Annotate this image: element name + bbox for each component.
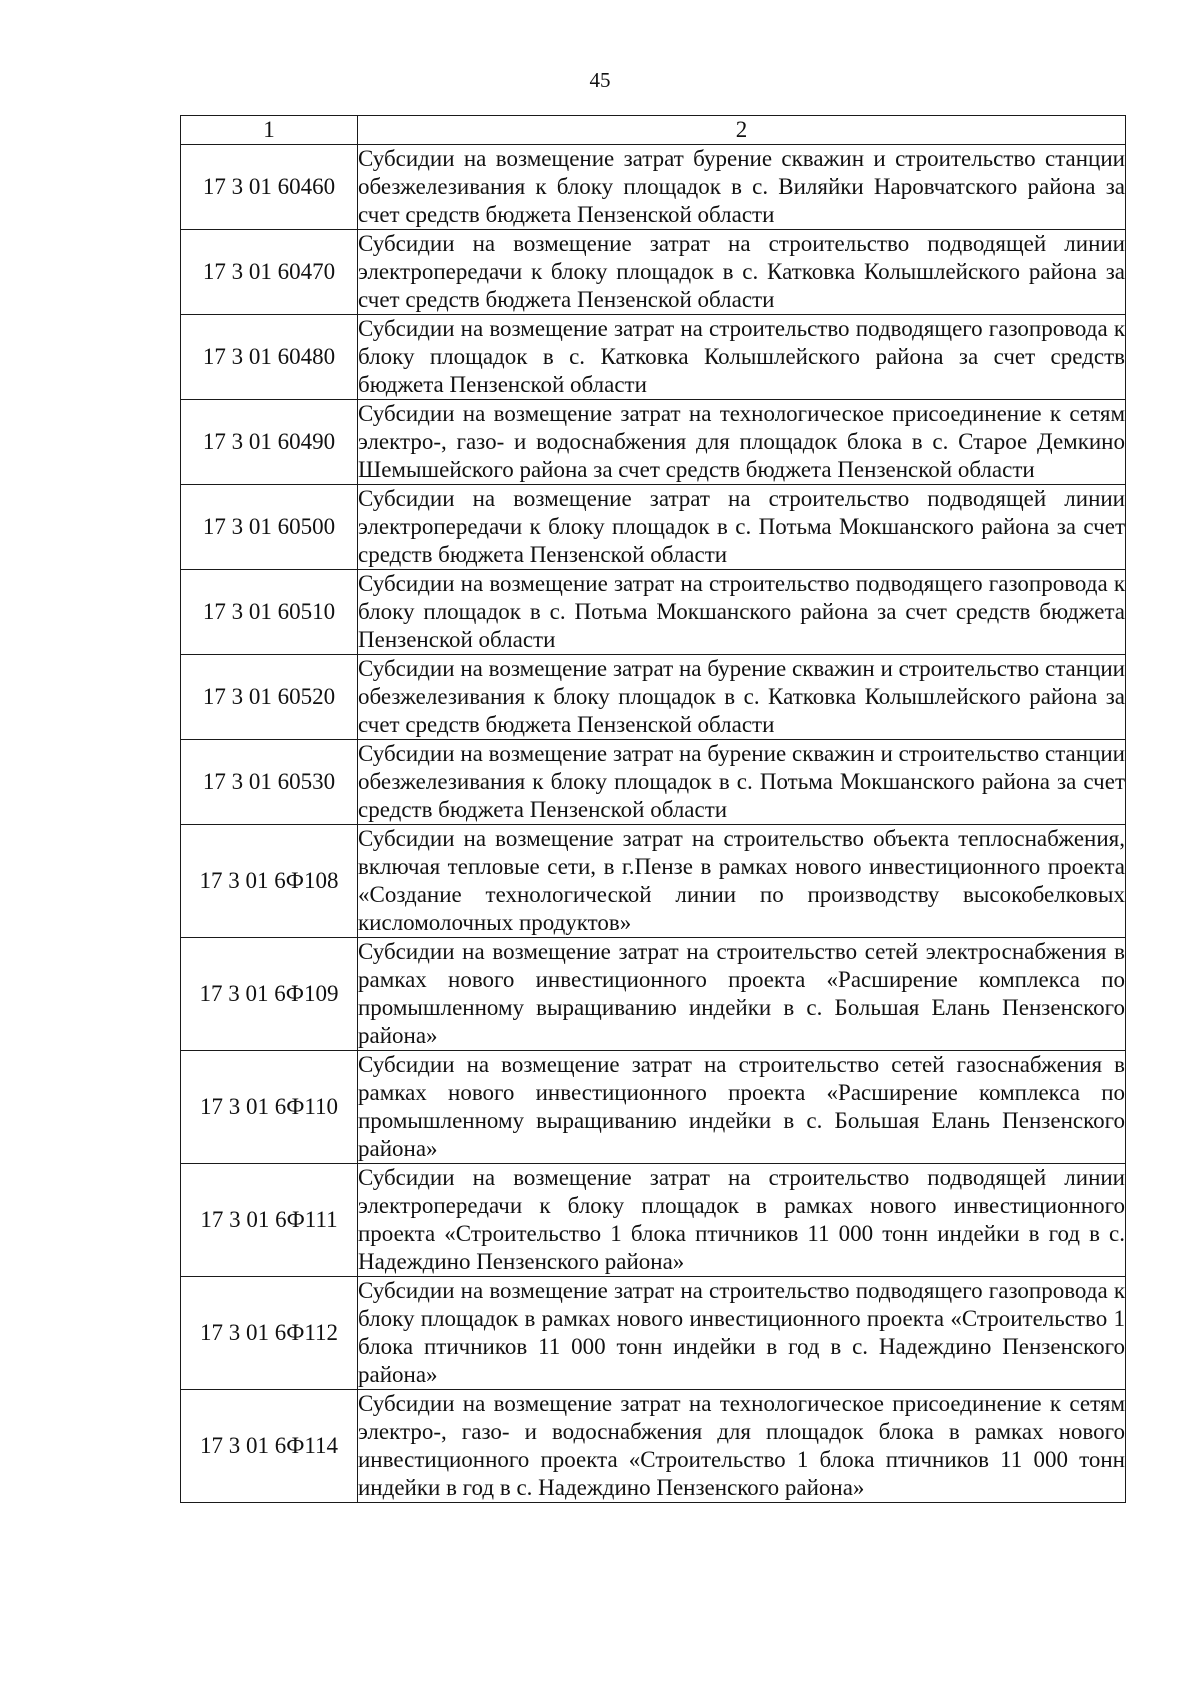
code-cell: 17 3 01 60530 — [181, 740, 358, 825]
code-cell: 17 3 01 60460 — [181, 145, 358, 230]
description-cell: Субсидии на возмещение затрат на строительство сетей электроснабжения в рамках нового инвестиционного проекта «Расширение комплекса по промышленному выращиванию индейки в с. Большая Елань Пензенского района» — [358, 938, 1126, 1051]
code-cell: 17 3 01 60470 — [181, 230, 358, 315]
page-number: 45 — [589, 68, 611, 92]
budget-codes-table — [180, 115, 1126, 1503]
description-cell: Субсидии на возмещение затрат на строительство объекта теплоснабжения, включая тепловые сети, в г.Пензе в рамках нового инвестиционного проекта «Создание технологической линии по производству высокобелковых кисломолочных продуктов» — [358, 825, 1126, 938]
code-cell: 17 3 01 60510 — [181, 570, 358, 655]
code-cell: 17 3 01 6Ф112 — [181, 1277, 358, 1390]
code-cell: 17 3 01 6Ф114 — [181, 1390, 358, 1503]
code-cell: 17 3 01 60490 — [181, 400, 358, 485]
code-cell: 17 3 01 6Ф110 — [181, 1051, 358, 1164]
table-row — [181, 1390, 1126, 1503]
description-cell: Субсидии на возмещение затрат на технологическое присоединение к сетям электро-, газо- и водоснабжения для площадок блока в рамках нового инвестиционного проекта «Строительство 1 блока птичников 11 000 тонн индейки в год в с. Надеждино Пензенского района» — [358, 1390, 1126, 1503]
description-cell: Субсидии на возмещение затрат на строительство подводящего газопровода к блоку площадок в рамках нового инвестиционного проекта «Строительство 1 блока птичников 11 000 тонн индейки в год в с. Надеждино Пензенского района» — [358, 1277, 1126, 1390]
table-row — [181, 485, 1126, 570]
code-cell: 17 3 01 60520 — [181, 655, 358, 740]
description-cell: Субсидии на возмещение затрат на строительство подводящей линии электропередачи к блоку площадок в с. Потьма Мокшанского района за счет средств бюджета Пензенской области — [358, 485, 1126, 570]
column-header-1: 1 — [181, 116, 358, 145]
column-header-2: 2 — [358, 116, 1126, 145]
description-cell: Субсидии на возмещение затрат на строительство подводящего газопровода к блоку площадок в с. Катковка Колышлейского района за счет средств бюджета Пензенской области — [358, 315, 1126, 400]
code-cell: 17 3 01 60480 — [181, 315, 358, 400]
table-header-row — [181, 116, 1126, 145]
description-cell: Субсидии на возмещение затрат на бурение скважин и строительство станции обезжелезивания к блоку площадок в с. Потьма Мокшанского района за счет средств бюджета Пензенской области — [358, 740, 1126, 825]
table-row — [181, 740, 1126, 825]
description-cell: Субсидии на возмещение затрат бурение скважин и строительство станции обезжелезивания к блоку площадок в с. Виляйки Наровчатского района за счет средств бюджета Пензенской области — [358, 145, 1126, 230]
table-row — [181, 938, 1126, 1051]
description-cell: Субсидии на возмещение затрат на бурение скважин и строительство станции обезжелезивания к блоку площадок в с. Катковка Колышлейского района за счет средств бюджета Пензенской области — [358, 655, 1126, 740]
table-row — [181, 1277, 1126, 1390]
description-cell: Субсидии на возмещение затрат на технологическое присоединение к сетям электро-, газо- и водоснабжения для площадок блока в с. Старое Демкино Шемышейского района за счет средств бюджета Пензенской области — [358, 400, 1126, 485]
table-row — [181, 655, 1126, 740]
description-cell: Субсидии на возмещение затрат на строительство сетей газоснабжения в рамках нового инвестиционного проекта «Расширение комплекса по промышленному выращиванию индейки в с. Большая Елань Пензенского района» — [358, 1051, 1126, 1164]
code-cell: 17 3 01 6Ф109 — [181, 938, 358, 1051]
table-row — [181, 570, 1126, 655]
table-row — [181, 825, 1126, 938]
table-row — [181, 1051, 1126, 1164]
code-cell: 17 3 01 6Ф108 — [181, 825, 358, 938]
table-row — [181, 145, 1126, 230]
description-cell: Субсидии на возмещение затрат на строительство подводящей линии электропередачи к блоку площадок в рамках нового инвестиционного проекта «Строительство 1 блока птичников 11 000 тонн индейки в год в с. Надеждино Пензенского района» — [358, 1164, 1126, 1277]
table-row — [181, 230, 1126, 315]
code-cell: 17 3 01 60500 — [181, 485, 358, 570]
description-cell: Субсидии на возмещение затрат на строительство подводящего газопровода к блоку площадок в с. Потьма Мокшанского района за счет средств бюджета Пензенской области — [358, 570, 1126, 655]
table-row — [181, 1164, 1126, 1277]
code-cell: 17 3 01 6Ф111 — [181, 1164, 358, 1277]
description-cell: Субсидии на возмещение затрат на строительство подводящей линии электропередачи к блоку площадок в с. Катковка Колышлейского района за счет средств бюджета Пензенской области — [358, 230, 1126, 315]
table-row — [181, 315, 1126, 400]
table-row — [181, 400, 1126, 485]
